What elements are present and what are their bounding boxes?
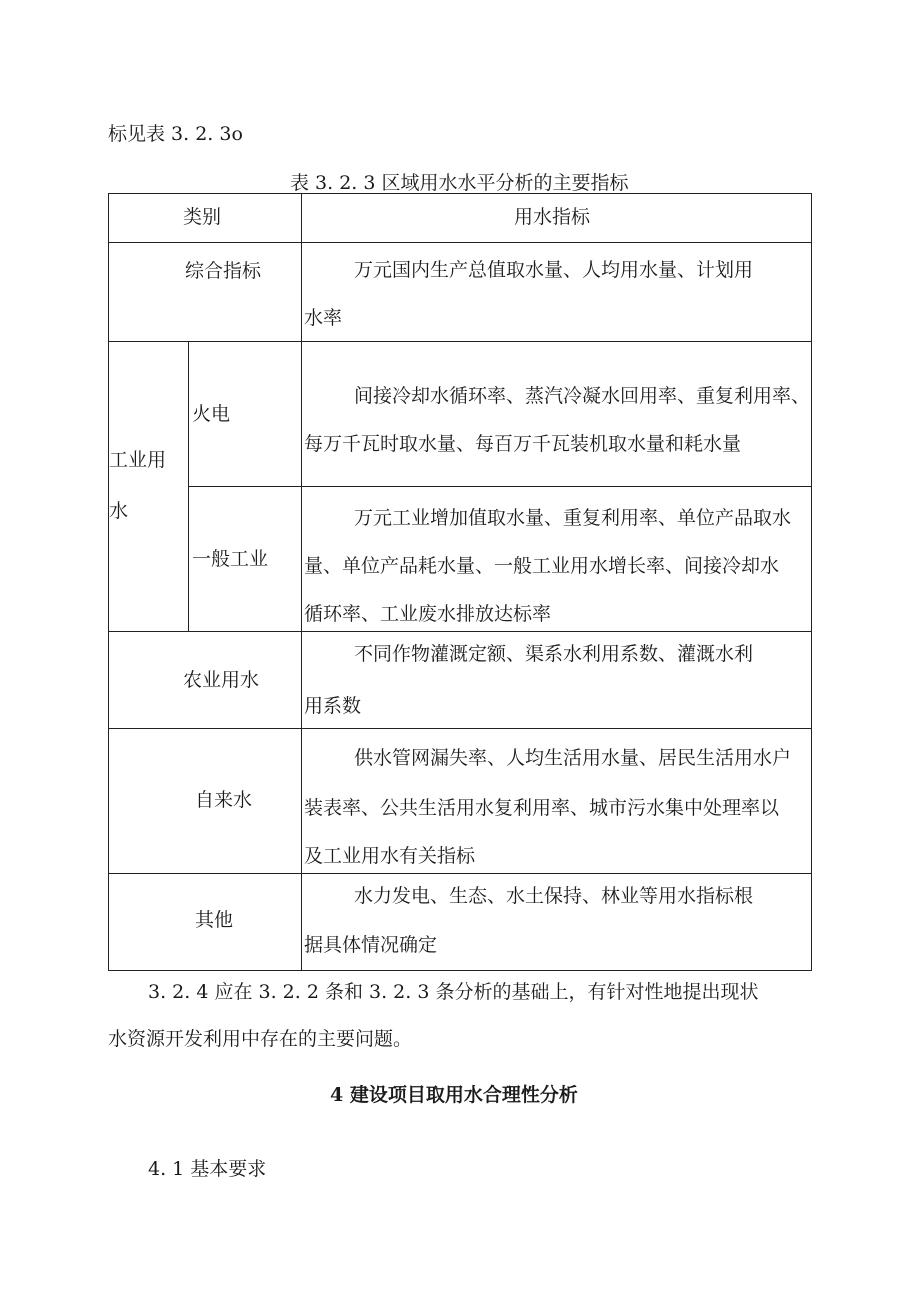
category-other: 其他 <box>195 909 234 931</box>
subcategory-general: 一般工业 <box>192 548 269 570</box>
indicator-agriculture <box>302 632 812 729</box>
subcategory-general-cell <box>189 487 302 632</box>
intro-line: 标见表 3. 2. 3o <box>108 123 243 145</box>
table-row <box>109 632 302 729</box>
indicator-line: 水率 <box>304 307 343 329</box>
indicator-line: 循环率、工业废水排放达标率 <box>304 603 552 625</box>
indicator-line: 万元国内生产总值取水量、人均用水量、计划用 <box>354 259 754 281</box>
header-indicator: 用水指标 <box>514 206 591 228</box>
indicator-other <box>302 874 812 971</box>
indicator-composite <box>302 243 812 342</box>
category-industry-line: 工业用 <box>109 449 167 471</box>
indicator-line: 用系数 <box>304 695 362 717</box>
indicator-line: 装表率、公共生活用水复利用率、城市污水集中处理率以 <box>304 797 780 819</box>
indicator-thermal <box>302 342 812 487</box>
indicator-line: 每万千瓦时取水量、每百万千瓦装机取水量和耗水量 <box>304 433 742 455</box>
subcategory-thermal: 火电 <box>192 403 231 425</box>
category-industry-cell <box>109 342 189 632</box>
indicator-line: 供水管网漏失率、人均生活用水量、居民生活用水户 <box>354 747 792 769</box>
category-tapwater: 自来水 <box>195 789 253 811</box>
table-caption: 表 3. 2. 3 区域用水水平分析的主要指标 <box>290 172 629 194</box>
indicator-line: 量、单位产品耗水量、一般工业用水增长率、间接冷却水 <box>304 555 780 577</box>
indicator-line: 及工业用水有关指标 <box>304 845 476 867</box>
indicator-line: 水力发电、生态、水土保持、林业等用水指标根 <box>354 885 754 907</box>
indicator-line: 间接冷却水循环率、蒸汽冷凝水回用率、重复利用率、 <box>354 385 811 407</box>
indicator-tapwater <box>302 729 812 874</box>
header-indicator-cell <box>302 194 812 243</box>
category-composite: 综合指标 <box>185 260 262 282</box>
paragraph-324-line1: 3. 2. 4 应在 3. 2. 2 条和 3. 2. 3 条分析的基础上，有针对性地提出现状 <box>148 981 759 1003</box>
table-row <box>109 243 302 342</box>
indicator-line: 不同作物灌溉定额、渠系水利用系数、灌溉水利 <box>354 643 754 665</box>
subcategory-thermal-cell <box>189 342 302 487</box>
header-category-cell <box>109 194 302 243</box>
category-agriculture: 农业用水 <box>183 669 260 691</box>
indicator-table <box>108 193 812 971</box>
indicator-general <box>302 487 812 632</box>
section-heading-4: 4 建设项目取用水合理性分析 <box>330 1084 578 1106</box>
section-heading-4-1: 4. 1 基本要求 <box>148 1158 267 1180</box>
category-industry-line: 水 <box>109 500 129 522</box>
header-category: 类别 <box>183 206 222 228</box>
table-row <box>109 729 302 874</box>
paragraph-324-line2: 水资源开发利用中存在的主要问题。 <box>108 1028 413 1050</box>
indicator-line: 万元工业增加值取水量、重复利用率、单位产品取水 <box>354 507 792 529</box>
table-row <box>109 874 302 971</box>
indicator-line: 据具体情况确定 <box>304 934 438 956</box>
